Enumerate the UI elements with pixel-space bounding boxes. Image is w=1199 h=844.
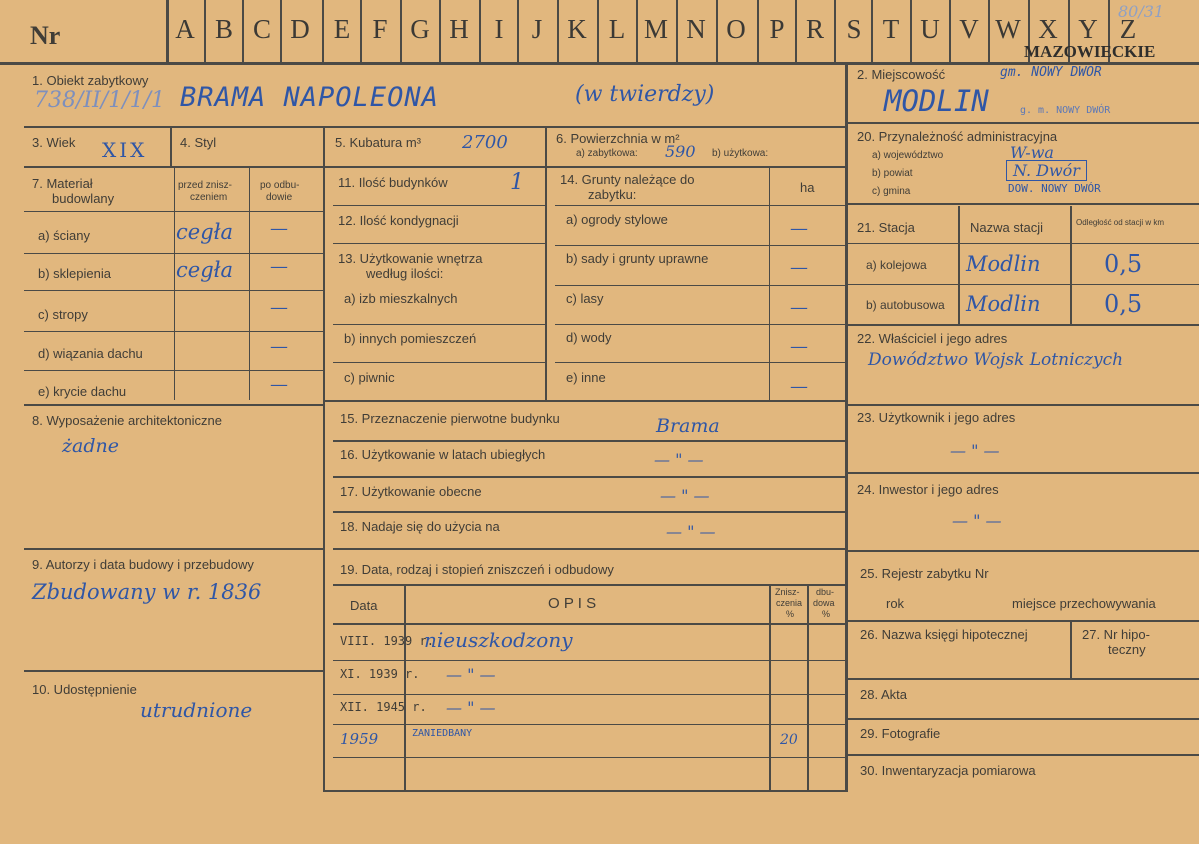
rule <box>280 0 282 62</box>
rule <box>333 476 845 478</box>
index-letter-p: P <box>769 14 785 44</box>
rule <box>848 122 1199 124</box>
index-letter-i: I <box>494 14 504 44</box>
damage-row-destroyed: 20 <box>780 732 798 748</box>
rule <box>323 400 845 402</box>
field-1-label: 1. Obiekt zabytkowy <box>32 73 149 88</box>
commune-note: gm. NOWY DWÓR <box>1000 65 1102 80</box>
field-30-label: 30. Inwentaryzacja pomiarowa <box>860 763 1036 778</box>
rule <box>848 284 1199 285</box>
land-row-label: c) lasy <box>566 291 604 306</box>
index-letter-b: B <box>214 14 233 44</box>
field-8-label: 8. Wyposażenie architektoniczne <box>32 413 222 428</box>
inventory-number: 738/II/1/1/1 <box>34 88 166 113</box>
rule <box>676 0 678 62</box>
field-27-label-2: teczny <box>1108 642 1146 657</box>
rule <box>757 0 759 62</box>
damage-row-description: — " — <box>446 665 496 684</box>
rule <box>834 0 836 62</box>
field-24-value: — " — <box>952 511 1002 530</box>
interior-row-label: b) innych pomieszczeń <box>344 331 477 346</box>
age-value: XIX <box>102 138 148 162</box>
material-before-value: cegła <box>176 220 233 244</box>
material-row-label: e) krycie dachu <box>38 384 127 399</box>
index-letter-x: X <box>1038 14 1058 44</box>
rule <box>716 0 718 62</box>
field-5-label: 5. Kubatura m³ <box>335 135 421 150</box>
field-13-label-1: 13. Użytkowanie wnętrza <box>338 251 483 266</box>
rule <box>333 660 845 661</box>
field-15-label: 15. Przeznaczenie pierwotne budynku <box>340 411 560 426</box>
rule <box>24 331 323 332</box>
rule <box>333 205 545 206</box>
rule <box>636 0 638 62</box>
area-usable-label: b) użytkowa: <box>712 148 769 159</box>
index-letter-n: N <box>686 14 706 44</box>
material-before-value: cegła <box>176 258 233 282</box>
field-13-label-2: według ilości: <box>366 266 444 281</box>
station-distance-header: Odległość od stacji w km <box>1076 218 1165 227</box>
rule <box>24 290 323 291</box>
land-row-value: — <box>790 376 808 397</box>
rule <box>333 362 545 363</box>
damage-row-description: nieuszkodzony <box>424 628 573 652</box>
area-historic-label: a) zabytkowa: <box>576 148 638 159</box>
index-letter-s: S <box>846 14 862 44</box>
material-after-value: — <box>270 256 288 277</box>
field-6-label: 6. Powierzchnia w m² <box>556 131 680 146</box>
rule <box>360 0 362 62</box>
index-letter-g: G <box>410 14 430 44</box>
index-letter-e: E <box>333 14 351 44</box>
commune-label: c) gmina <box>872 186 911 197</box>
field-29-label: 29. Fotografie <box>860 726 941 741</box>
rule <box>242 0 244 62</box>
rule <box>333 724 845 725</box>
interior-row-label: c) piwnic <box>344 370 395 385</box>
index-letter-f: F <box>372 14 388 44</box>
field-19-label: 19. Data, rodzaj i stopień zniszczeń i odbudowy <box>340 562 614 577</box>
index-letter-v: V <box>959 14 979 44</box>
material-row-label: b) sklepienia <box>38 266 111 281</box>
field-10-label: 10. Udostępnienie <box>32 682 137 697</box>
rule <box>24 166 845 168</box>
col-destroyed-2: czenia <box>776 598 803 608</box>
field-23-label: 23. Użytkownik i jego adres <box>857 410 1016 425</box>
index-letter-c: C <box>252 14 271 44</box>
rule <box>24 404 323 406</box>
land-row-label: d) wody <box>566 330 612 345</box>
rule <box>333 757 845 758</box>
rule <box>333 440 845 442</box>
field-11-label: 11. Ilość budynków <box>338 175 448 190</box>
field-11-value: 1 <box>510 170 524 195</box>
rule <box>479 0 481 62</box>
col-date: Data <box>350 598 378 613</box>
rule <box>249 166 250 400</box>
field-10-value: utrudnione <box>140 698 253 722</box>
rule <box>333 694 845 695</box>
damage-row-date: 1959 <box>340 730 379 748</box>
rule <box>439 0 441 62</box>
rule <box>848 324 1199 326</box>
field-7-label-1: 7. Materiał <box>32 176 93 191</box>
rule <box>848 243 1199 244</box>
rule <box>848 620 1199 622</box>
land-row-value: — <box>790 218 808 239</box>
region-stamp: MAZOWIECKIE <box>1024 42 1156 61</box>
field-23-value: — " — <box>950 441 1000 460</box>
rule <box>24 548 323 550</box>
damage-row-date: VIII. 1939 r. <box>340 634 434 648</box>
rule <box>1070 620 1072 678</box>
rule <box>848 203 1199 205</box>
index-letter-k: K <box>567 14 587 44</box>
locality-value: MODLIN <box>884 84 989 118</box>
rule <box>555 324 845 325</box>
field-14-label-2: zabytku: <box>588 187 637 202</box>
rule <box>949 0 951 62</box>
damage-row-description: — " — <box>446 698 496 717</box>
col-rebuilt-1: dbu- <box>816 587 835 597</box>
index-letter-a: A <box>175 14 195 44</box>
index-letter-l: L <box>608 14 626 44</box>
rule <box>333 324 545 325</box>
rule <box>322 0 324 62</box>
col-description: O P I S <box>548 595 597 612</box>
rule <box>204 0 206 62</box>
rule <box>555 205 845 206</box>
land-row-value: — <box>790 336 808 357</box>
rule <box>958 206 960 324</box>
rule <box>1070 206 1072 324</box>
rule <box>333 548 845 550</box>
rule <box>597 0 599 62</box>
register-year-label: rok <box>886 596 905 611</box>
field-27-label-1: 27. Nr hipo- <box>1082 627 1150 642</box>
rule <box>769 166 770 400</box>
rule <box>807 584 809 792</box>
material-after-value: — <box>270 218 288 239</box>
index-letter-h: H <box>449 14 469 44</box>
volume-value: 2700 <box>462 132 508 153</box>
field-22-value: Dowództwo Wojsk Lotniczych <box>868 350 1124 370</box>
rule <box>555 362 845 363</box>
station-row-label: b) autobusowa <box>866 298 945 312</box>
index-letter-t: T <box>882 14 900 44</box>
field-16-value: — " — <box>654 450 704 469</box>
rule <box>557 0 559 62</box>
field-21-label: 21. Stacja <box>857 220 915 235</box>
field-16-label: 16. Użytkowanie w latach ubiegłych <box>340 447 546 462</box>
col-destroyed-1: Znisz- <box>775 587 800 597</box>
land-row-value: — <box>790 297 808 318</box>
material-row-label: c) stropy <box>38 307 88 322</box>
station-row-name: Modlin <box>966 252 1041 276</box>
rule <box>174 166 175 400</box>
damage-row-description: ZANIEDBANY <box>412 728 473 739</box>
rule <box>871 0 873 62</box>
field-22-label: 22. Właściciel i jego adres <box>857 331 1008 346</box>
rule <box>404 584 406 792</box>
object-note: (w twierdzy) <box>575 82 715 107</box>
rule <box>988 0 990 62</box>
damage-row-date: XII. 1945 r. <box>340 700 427 714</box>
index-letter-j: J <box>531 14 543 44</box>
rule <box>848 472 1199 474</box>
field-15-value: Brama <box>656 415 720 437</box>
rule <box>848 754 1199 756</box>
field-18-value: — " — <box>666 522 716 541</box>
index-letter-r: R <box>805 14 824 44</box>
index-letter-y: Y <box>1078 14 1098 44</box>
district-value: N. Dwór <box>1006 160 1087 181</box>
nr-label: Nr <box>30 21 61 50</box>
field-3-label: 3. Wiek <box>32 135 76 150</box>
rule <box>400 0 402 62</box>
commune-value: DOW. NOWY DWÓR <box>1008 182 1101 195</box>
land-row-label: b) sady i grunty uprawne <box>566 251 709 266</box>
rule <box>848 718 1199 720</box>
col-after-2: dowie <box>266 192 293 203</box>
voivodeship-value: W-wa <box>1010 143 1054 162</box>
rule <box>555 285 845 286</box>
field-9-label: 9. Autorzy i data budowy i przebudowy <box>32 557 254 572</box>
area-historic-value: 590 <box>665 142 696 161</box>
field-25-label: 25. Rejestr zabytku Nr <box>860 566 989 581</box>
material-after-value: — <box>270 374 288 395</box>
material-row-label: a) ściany <box>38 228 91 243</box>
rule <box>795 0 797 62</box>
col-before-2: czeniem <box>190 192 228 203</box>
station-row-distance: 0,5 <box>1104 290 1143 318</box>
rule <box>24 370 323 371</box>
field-26-label: 26. Nazwa księgi hipotecznej <box>860 627 1028 642</box>
rule <box>848 550 1199 552</box>
rule <box>24 253 323 254</box>
field-28-label: 28. Akta <box>860 687 907 702</box>
rule <box>24 670 323 672</box>
rule <box>166 0 169 62</box>
field-14-label-1: 14. Grunty należące do <box>560 172 695 187</box>
station-name-header: Nazwa stacji <box>970 220 1043 235</box>
index-letter-w: W <box>995 14 1021 44</box>
field-9-value: Zbudowany w r. 1836 <box>32 580 262 604</box>
field-24-label: 24. Inwestor i jego adres <box>857 482 999 497</box>
field-17-label: 17. Użytkowanie obecne <box>340 484 482 499</box>
col-after-1: po odbu- <box>260 180 300 191</box>
rule <box>555 245 845 246</box>
index-letter-z: Z <box>1119 14 1137 44</box>
rule <box>170 126 172 166</box>
commune-note-2: g. m. NOWY DWÓR <box>1020 105 1111 116</box>
field-4-label: 4. Styl <box>180 135 217 150</box>
index-letter-d: D <box>290 14 310 44</box>
voivodeship-label: a) województwo <box>872 150 944 161</box>
station-row-name: Modlin <box>966 292 1041 316</box>
district-label: b) powiat <box>872 168 913 179</box>
interior-row-label: a) izb mieszkalnych <box>344 291 458 306</box>
field-7-label-2: budowlany <box>52 191 115 206</box>
col-rebuilt-3: % <box>822 609 831 619</box>
field-17-value: — " — <box>660 486 710 505</box>
rule <box>333 511 845 513</box>
col-destroyed-3: % <box>786 609 795 619</box>
corner-note: 80/31 <box>1118 2 1165 21</box>
index-letter-u: U <box>920 14 940 44</box>
rule <box>517 0 519 62</box>
material-row-label: d) wiązania dachu <box>38 346 143 361</box>
rule <box>769 584 771 792</box>
rule <box>323 126 325 792</box>
rule <box>845 62 848 792</box>
col-before-1: przed znisz- <box>178 180 232 191</box>
object-name: BRAMA NAPOLEONA <box>180 82 439 113</box>
material-after-value: — <box>270 297 288 318</box>
hectare-unit: ha <box>800 180 815 195</box>
col-rebuilt-2: dowa <box>813 598 835 608</box>
field-12-label: 12. Ilość kondygnacji <box>338 213 459 228</box>
index-letter-m: M <box>643 14 668 44</box>
register-place-label: miejsce przechowywania <box>1012 596 1156 611</box>
field-8-value: żadne <box>62 435 119 457</box>
field-2-label: 2. Miejscowość <box>857 67 946 82</box>
rule <box>848 678 1199 680</box>
field-20-label: 20. Przynależność administracyjna <box>857 129 1058 144</box>
station-row-distance: 0,5 <box>1104 250 1143 278</box>
land-row-label: a) ogrody stylowe <box>566 212 668 227</box>
station-row-label: a) kolejowa <box>866 258 927 272</box>
field-18-label: 18. Nadaje się do użycia na <box>340 519 500 534</box>
rule <box>848 404 1199 406</box>
land-row-label: e) inne <box>566 370 606 385</box>
land-row-value: — <box>790 257 808 278</box>
rule <box>333 243 545 244</box>
rule <box>910 0 912 62</box>
damage-row-date: XI. 1939 r. <box>340 667 420 681</box>
rule <box>323 790 848 792</box>
material-after-value: — <box>270 336 288 357</box>
rule <box>24 126 845 128</box>
index-letter-o: O <box>726 14 746 44</box>
